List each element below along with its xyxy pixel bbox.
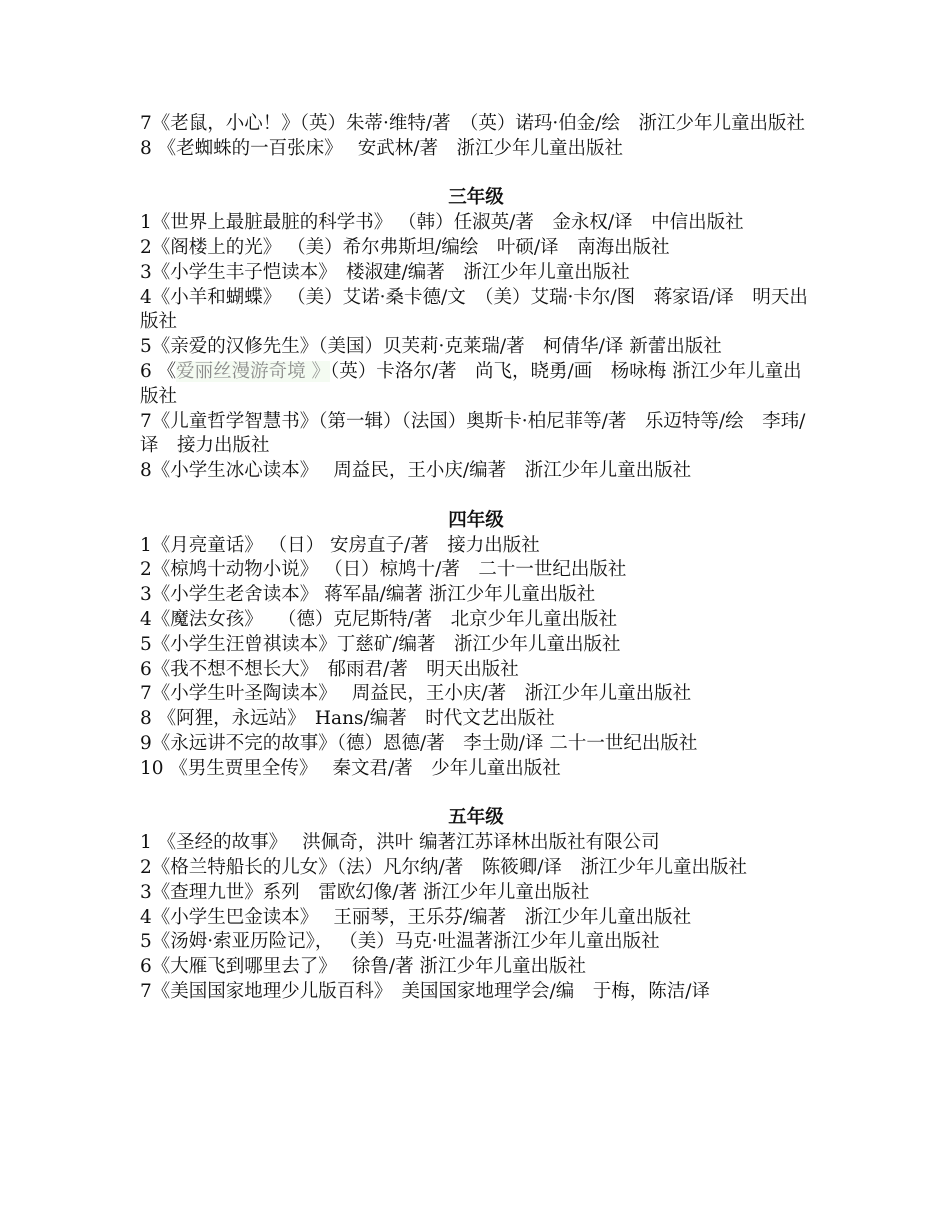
section-grade-4 [140, 509, 812, 782]
list-item: 6《大雁飞到哪里去了》 徐鲁/著 浙江少年儿童出版社 [140, 956, 587, 978]
list-item: 1 《圣经的故事》 洪佩奇，洪叶 编著江苏译林出版社有限公司 [140, 832, 660, 854]
list-item: 2《椋鸠十动物小说》 （日）椋鸠十/著 二十一世纪出版社 [140, 559, 627, 581]
list-item: 4《小学生巴金读本》 王丽琴，王乐芬/编著 浙江少年儿童出版社 [140, 906, 692, 928]
list-item: 7《老鼠，小心！》（英）朱蒂·维特/著 （英）诺玛·伯金/绘 浙江少年儿童出版社 [140, 113, 806, 134]
section-gap [140, 782, 812, 807]
list-item: 1《世界上最脏最脏的科学书》 （韩）任淑英/著 金永权/译 中信出版社 [140, 212, 744, 234]
list-item [140, 360, 812, 410]
list-item: 5《小学生汪曾祺读本》丁慈矿/编著 浙江少年儿童出版社 [140, 633, 621, 655]
item-prefix: 6 《 [140, 360, 177, 382]
section-continuation [140, 112, 812, 162]
list-item: 3《小学生丰子恺读本》 楼淑建/编著 浙江少年儿童出版社 [140, 261, 630, 283]
document-page [140, 112, 812, 1005]
section-gap [140, 484, 812, 509]
list-item: 7《美国国家地理少儿版百科》 美国国家地理学会/编 于梅，陈洁/译 [140, 980, 710, 1002]
list-item: 8《小学生冰心读本》 周益民，王小庆/编著 浙江少年儿童出版社 [140, 460, 692, 482]
list-item: 5《汤姆·索亚历险记》， （美）马克·吐温著浙江少年儿童出版社 [140, 931, 660, 953]
list-item: 7《儿童哲学智慧书》（第一辑）（法国）奥斯卡·柏尼菲等/著 乐迈特等/绘 李玮/译 接力出版社 [140, 410, 806, 457]
list-item: 10 《男生贾里全传》 秦文君/著 少年儿童出版社 [140, 757, 561, 779]
list-item: 4《魔法女孩》 （德）克尼斯特/著 北京少年儿童出版社 [140, 608, 618, 630]
list-item: 9《永远讲不完的故事》（德）恩德/著 李士勋/译 二十一世纪出版社 [140, 732, 698, 754]
section-grade-3 [140, 186, 812, 484]
list-item: 2《格兰特船长的儿女》（法）凡尔纳/著 陈筱卿/译 浙江少年儿童出版社 [140, 856, 747, 878]
list-item: 8 《阿狸，永远站》 Hans/编著 时代文艺出版社 [140, 708, 555, 730]
section-heading: 五年级 [448, 807, 504, 829]
item-suffix: （英）卡洛尔/著 尚飞，晓勇/画 杨咏梅 浙江少年儿童出版社 [140, 360, 802, 407]
list-item: 1《月亮童话》 （日） 安房直子/著 接力出版社 [140, 534, 540, 556]
list-item: 2《阁楼上的光》 （美）希尔弗斯坦/编绘 叶硕/译 南海出版社 [140, 236, 670, 258]
list-item: 3《查理九世》系列 雷欧幻像/著 浙江少年儿童出版社 [140, 881, 590, 903]
list-item: 3《小学生老舍读本》 蒋军晶/编著 浙江少年儿童出版社 [140, 584, 596, 606]
list-item: 8 《老蜘蛛的一百张床》 安武林/著 浙江少年儿童出版社 [140, 137, 624, 159]
section-grade-5 [140, 806, 812, 1004]
list-item: 5《亲爱的汉修先生》（美国）贝芙莉·克莱瑞/著 柯倩华/译 新蕾出版社 [140, 336, 722, 358]
highlighted-title: 爱丽丝漫游奇境 》 [176, 360, 331, 382]
section-heading: 三年级 [448, 187, 504, 209]
section-gap [140, 162, 812, 187]
list-item: 7《小学生叶圣陶读本》 周益民，王小庆/著 浙江少年儿童出版社 [140, 683, 692, 705]
section-heading: 四年级 [448, 509, 504, 531]
list-item: 6《我不想不想长大》 郁雨君/著 明天出版社 [140, 658, 519, 680]
list-item: 4《小羊和蝴蝶》 （美）艾诺·桑卡德/文 （美）艾瑞·卡尔/图 蒋家语/译 明天出版社 [140, 286, 808, 333]
